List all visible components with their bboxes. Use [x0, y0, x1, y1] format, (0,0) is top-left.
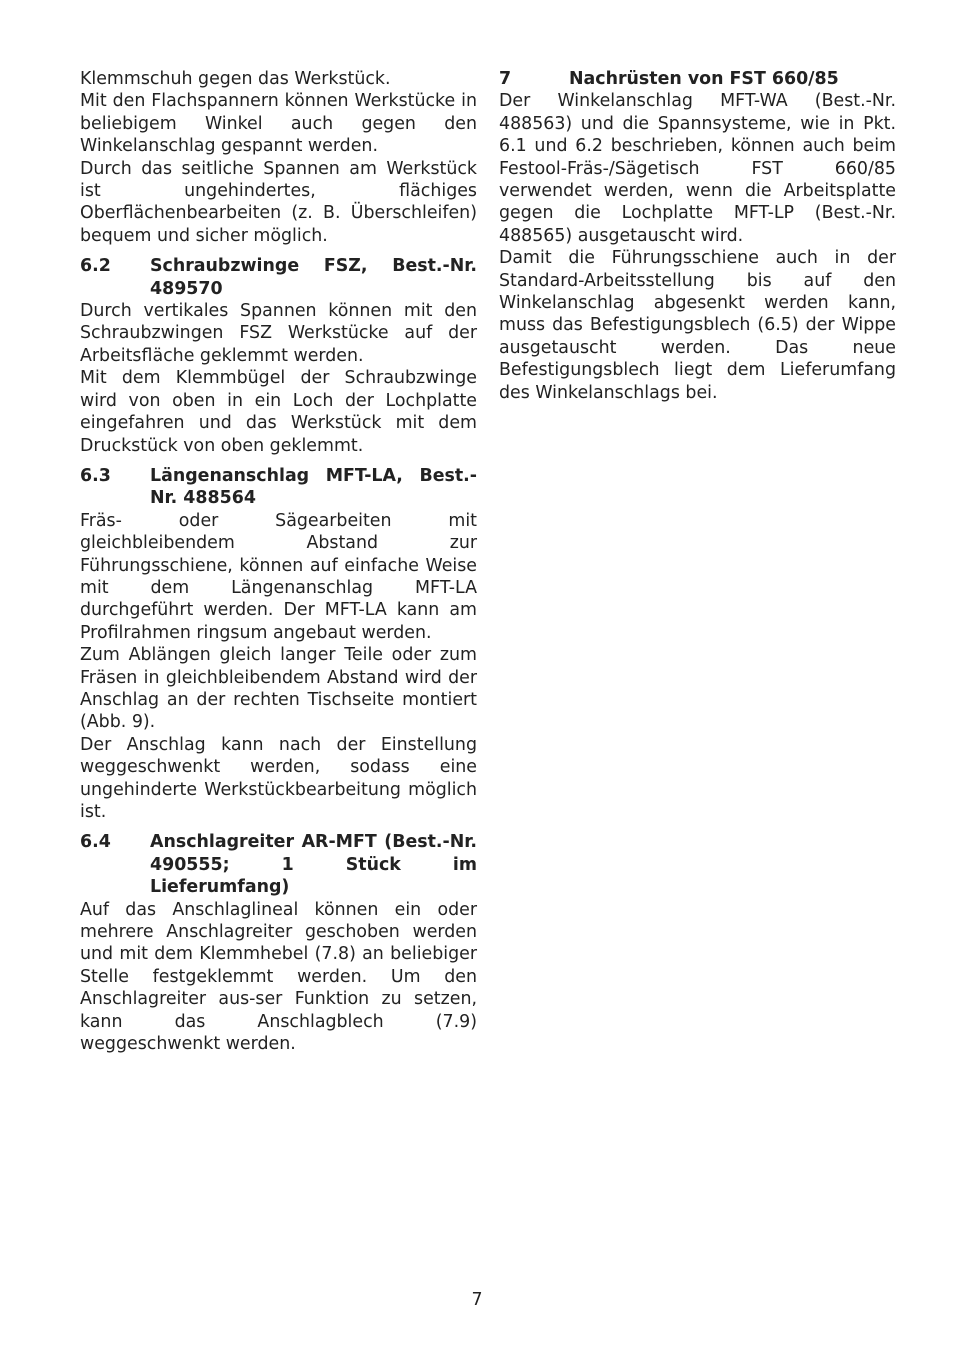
- section-6-3-paragraph-1: Fräs- oder Sägearbeiten mit gleichbleibendem Abstand zur Führungsschiene, können auf einfache Weise mit dem Längenanschlag MFT-LA durchgeführt werden. Der MFT-LA kann am Profilrahmen ringsum angebaut werden.: [80, 510, 477, 643]
- section-7-heading: [499, 68, 896, 90]
- section-7-paragraph-1: Der Winkelanschlag MFT-WA (Best.-Nr. 488563) und die Spannsysteme, wie in Pkt. 6.1 und 6.2 beschrieben, können auch beim Festool-Fräs-/Sägetisch FST 660/85 verwendet werden, wenn die Arbeitsplatte gegen die Lochplatte MFT-LP (Best.-Nr. 488565) ausgetauscht wird.: [499, 91, 896, 246]
- section-number: 7: [499, 69, 512, 89]
- section-title: Anschlagreiter AR-MFT (Best.-Nr. 490555; 1 Stück im Lieferumfang): [150, 832, 477, 898]
- intro-paragraph-3: Durch das seitliche Spannen am Werkstück ist ungehindertes, flächiges Oberflächenbearbeiten (z. B. Überschleifen) bequem und sicher möglich.: [80, 158, 477, 246]
- left-column: [80, 68, 477, 1055]
- section-title: Nachrüsten von FST 660/85: [569, 69, 839, 89]
- page-number: 7: [471, 1290, 483, 1310]
- section-title: Längenanschlag MFT-LA, Best.-Nr. 488564: [150, 465, 477, 509]
- section-6-3-paragraph-2: Zum Ablängen gleich langer Teile oder zum Fräsen in gleichbleibendem Abstand wird der Anschlag an der rechten Tischseite montiert (Abb. 9).: [80, 645, 477, 733]
- intro-paragraph-1: Klemmschuh gegen das Werkstück.: [80, 69, 391, 89]
- section-6-2-heading: [80, 255, 477, 300]
- section-number: 6.2: [80, 256, 111, 277]
- section-6-3-paragraph-3: Der Anschlag kann nach der Einstellung weggeschwenkt werden, sodass eine ungehinderte Werkstückbearbeitung möglich ist.: [80, 734, 477, 822]
- section-number: 6.3: [80, 465, 111, 486]
- section-6-3-heading: [80, 465, 477, 510]
- section-6-2-paragraph-2: Mit dem Klemmbügel der Schraubzwinge wird von oben in ein Loch der Lochplatte eingefahren und das Werkstück mit dem Druckstück von oben geklemmt.: [80, 368, 477, 456]
- section-7-paragraph-2: Damit die Führungsschiene auch in der Standard-Arbeitsstellung bis auf den Winkelanschlag abgesenkt werden kann, muss das Befestigungsblech (6.5) der Wippe ausgetauscht werden. Das neue Befestigungsblech liegt dem Lieferumfang des Winkelanschlags bei.: [499, 248, 896, 403]
- section-6-4-heading: [80, 831, 477, 898]
- section-6-4-paragraph-1: Auf das Anschlaglineal können ein oder mehrere Anschlagreiter geschoben werden und mit dem Klemmhebel (7.8) an beliebiger Stelle festgeklemmt werden. Um den Anschlagreiter aus-ser Funktion zu setzen, kann das Anschlagblech (7.9) weggeschwenkt werden.: [80, 899, 477, 1055]
- intro-paragraph-2: Mit den Flachspannern können Werkstücke in beliebigem Winkel auch gegen den Winkelanschlag gespannt werden.: [80, 91, 477, 157]
- section-number: 6.4: [80, 832, 111, 853]
- section-title: Schraubzwinge FSZ, Best.-Nr. 489570: [150, 256, 477, 299]
- section-6-2-paragraph-1: Durch vertikales Spannen können mit den Schraubzwingen FSZ Werkstücke auf der Arbeitsfläche geklemmt werden.: [80, 301, 477, 366]
- right-column: [499, 68, 896, 404]
